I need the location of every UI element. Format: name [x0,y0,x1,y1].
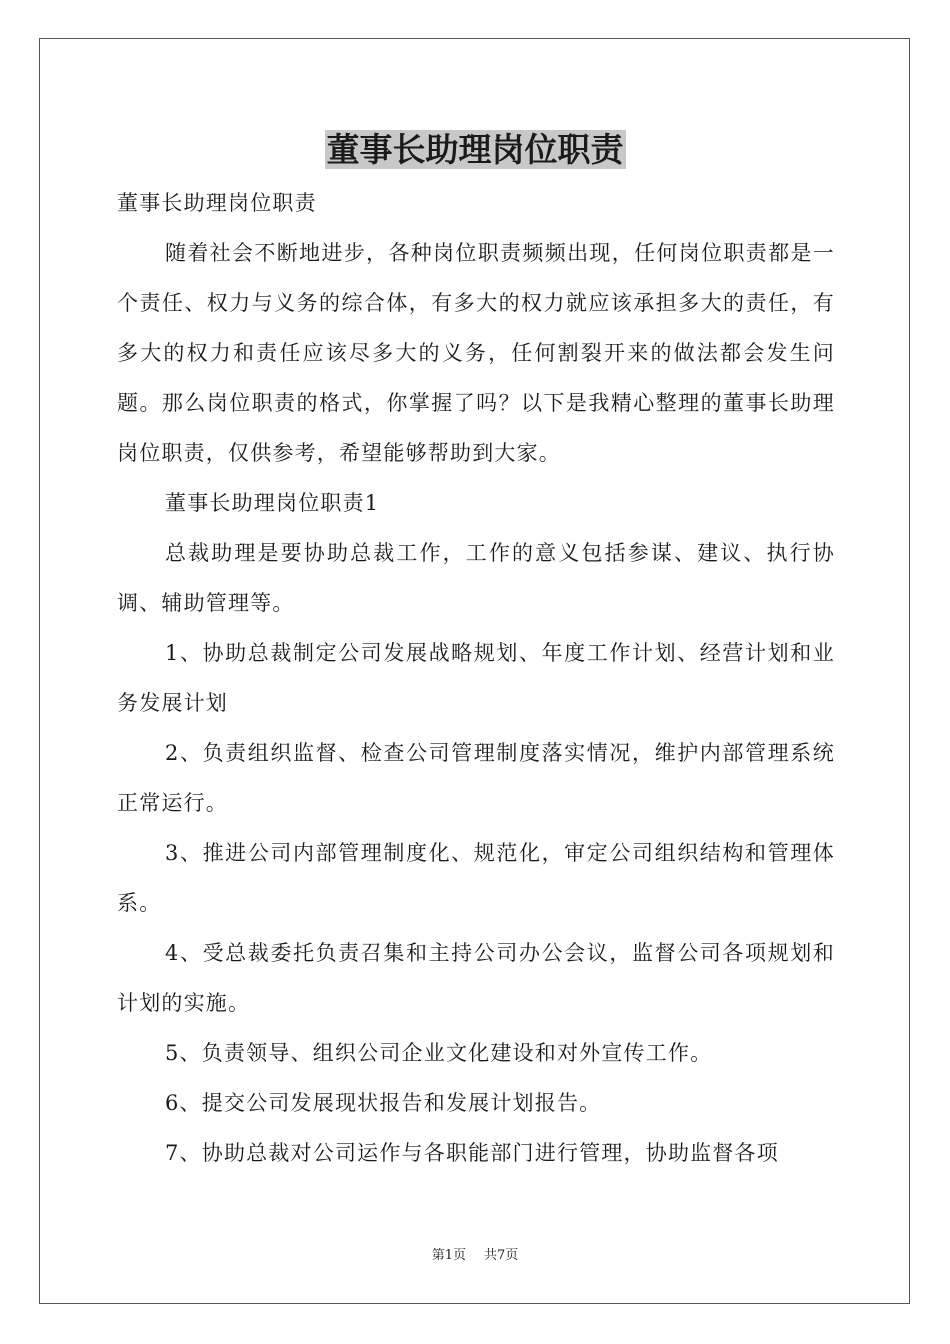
page-number: 第1页 [431,1248,466,1263]
section-heading: 董事长助理岗位职责1 [165,491,380,515]
duty-item-7: 7、协助总裁对公司运作与各职能部门进行管理，协助监督各项 [165,1141,779,1165]
duty-item-3: 3、推进公司内部管理制度化、规范化，审定公司组织结构和管理体系。 [117,841,835,915]
document-subtitle: 董事长助理岗位职责 [117,191,317,215]
duty-item-6: 6、提交公司发展现状报告和发展计划报告。 [165,1091,602,1115]
duty-item-2: 2、负责组织监督、检查公司管理制度落实情况，维护内部管理系统正常运行。 [117,741,835,815]
document-title [0,128,950,172]
duty-item-5: 5、负责领导、组织公司企业文化建设和对外宣传工作。 [165,1041,713,1065]
document-body [117,178,835,1178]
duty-item-1: 1、协助总裁制定公司发展战略规划、年度工作计划、经营计划和业务发展计划 [117,641,835,715]
paragraph-summary: 总裁助理是要协助总裁工作，工作的意义包括参谋、建议、执行协调、辅助管理等。 [117,541,835,615]
document-title-text: 董事长助理岗位职责 [326,130,624,169]
duty-item-4: 4、受总裁委托负责召集和主持公司办公会议，监督公司各项规划和计划的实施。 [117,941,835,1015]
page-total: 共7页 [484,1248,519,1263]
paragraph-intro: 随着社会不断地进步，各种岗位职责频频出现，任何岗位职责都是一个责任、权力与义务的综合体，有多大的权力就应该承担多大的责任，有多大的权力和责任应该尽多大的义务，任何割裂开来的做法都会发生问题。那么岗位职责的格式，你掌握了吗？以下是我精心整理的董事长助理岗位职责，仅供参考，希望能够帮助到大家。 [117,241,835,465]
page-footer [0,1246,950,1266]
